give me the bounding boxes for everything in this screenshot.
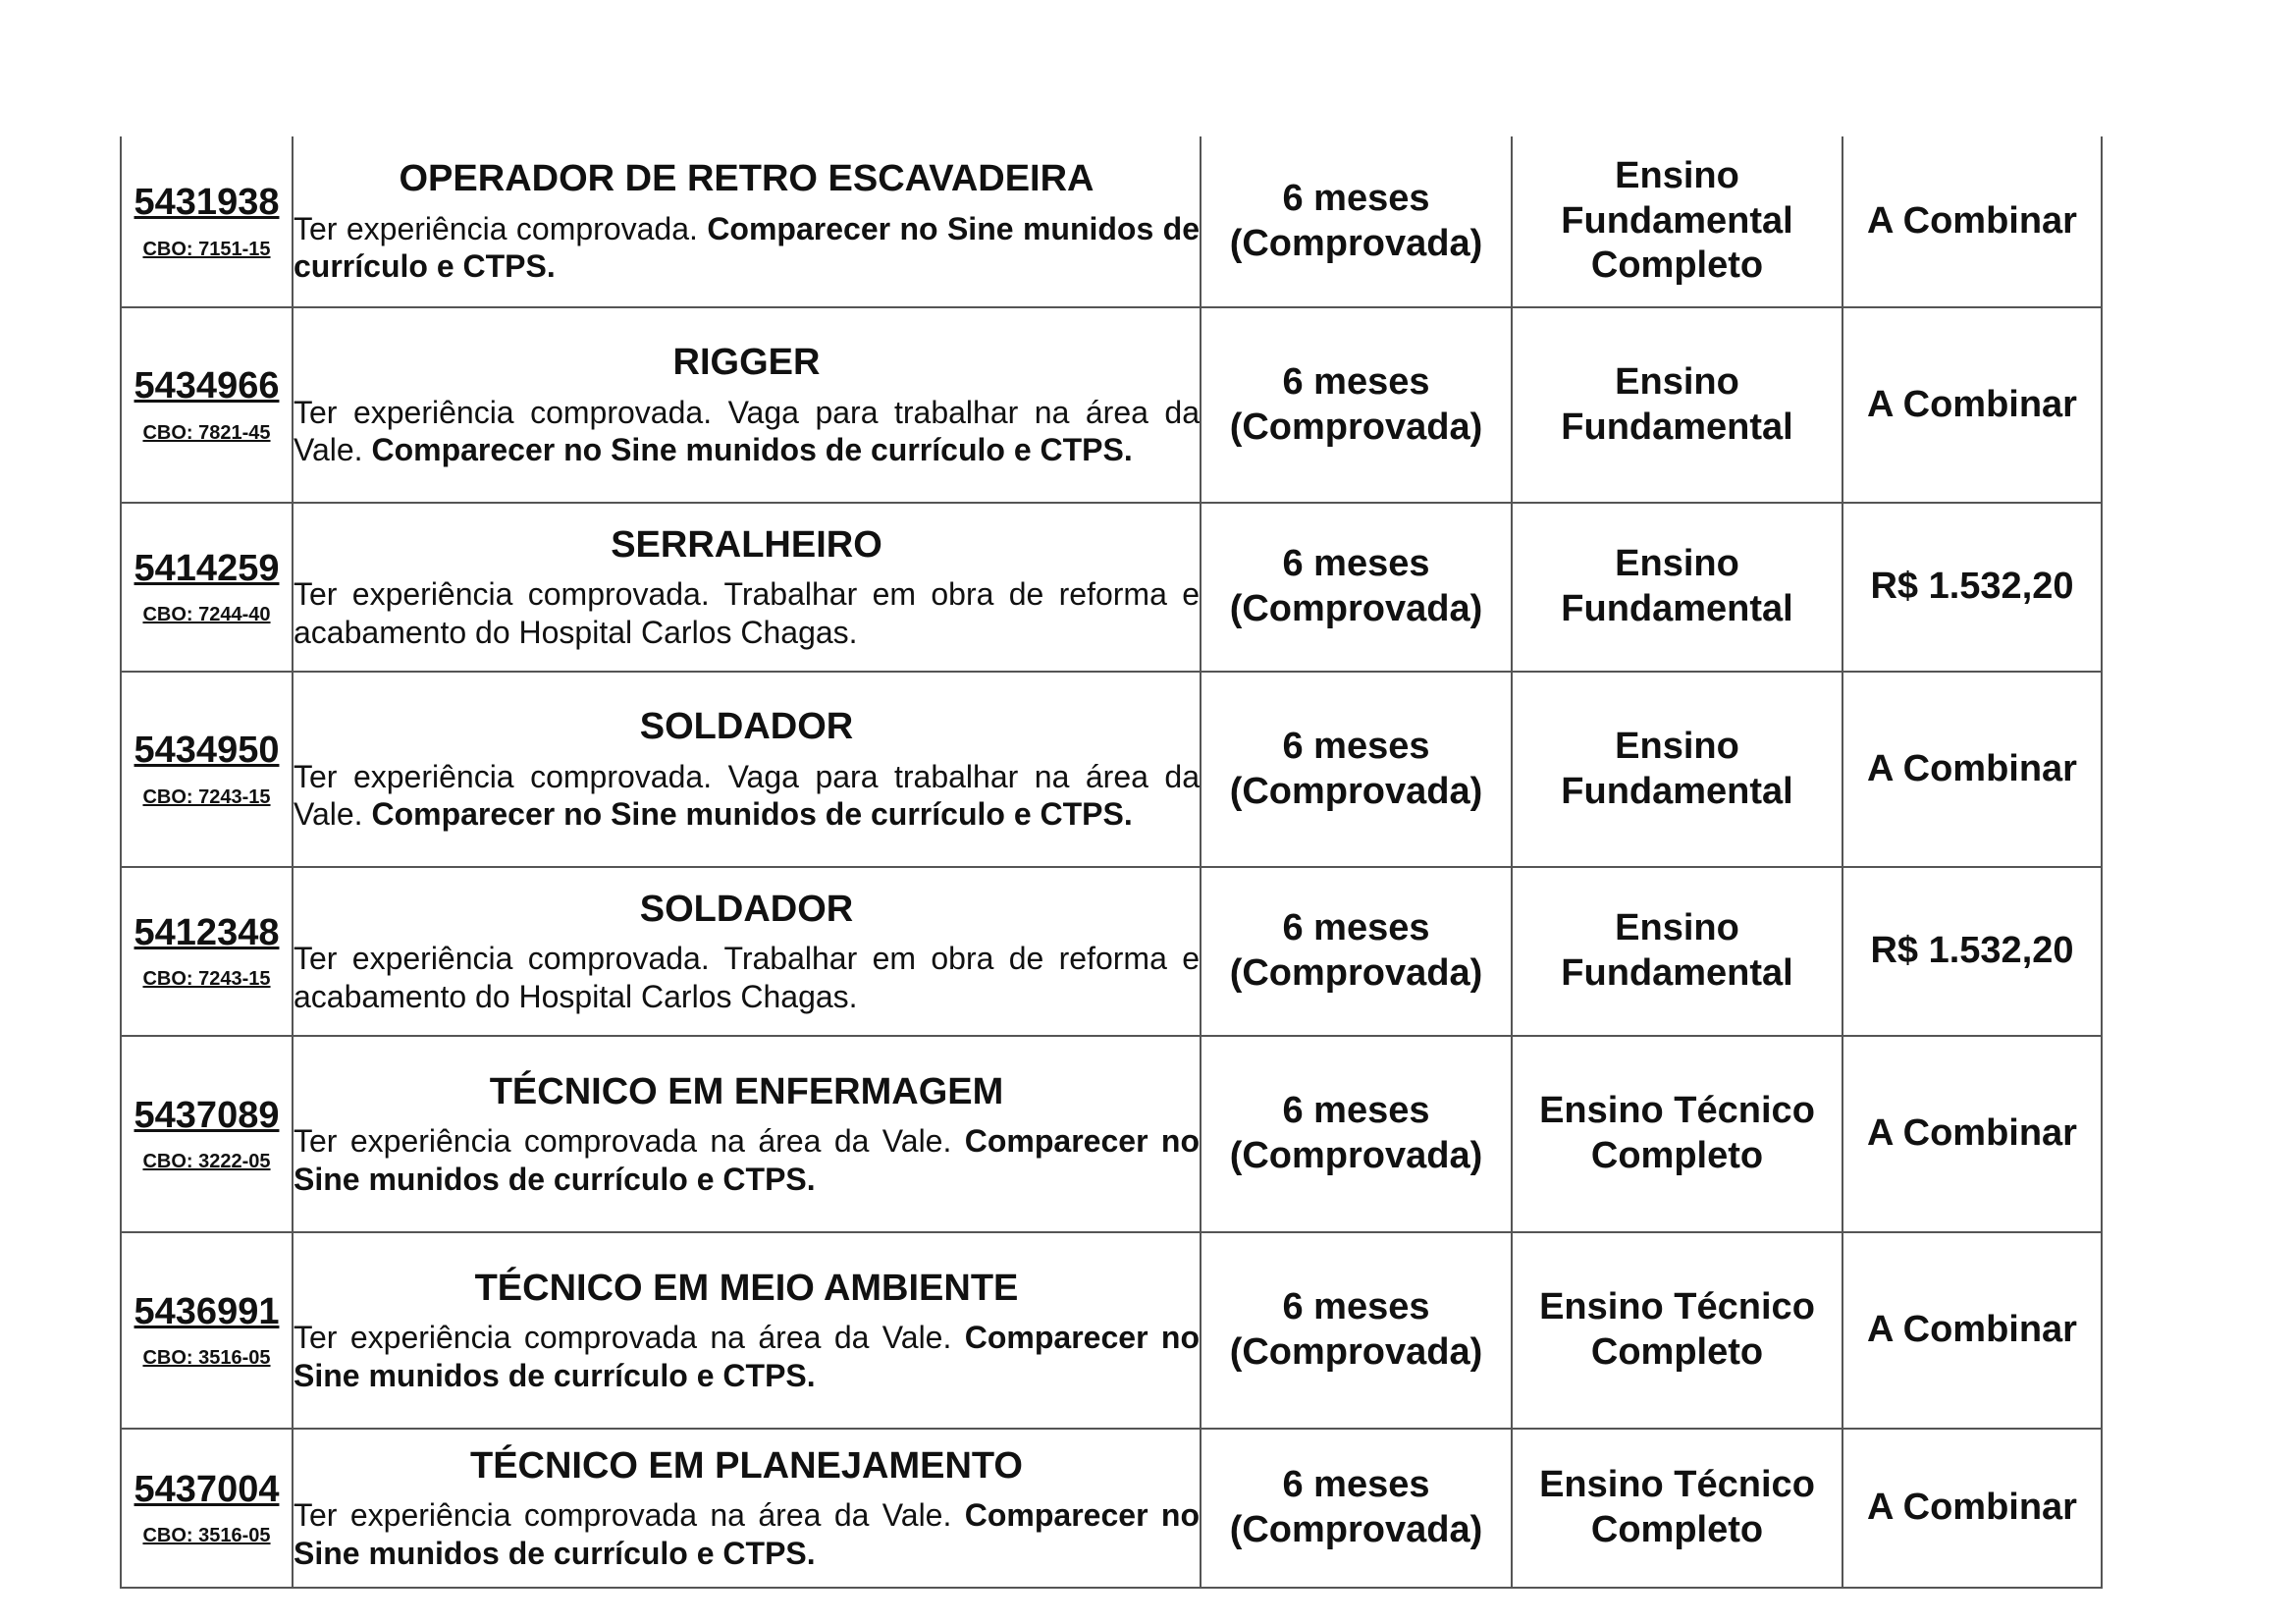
cbo-code: CBO: 7243-15 <box>142 968 271 991</box>
experience-text: (Comprovada) <box>1229 222 1483 264</box>
job-description-text: Ter experiência comprovada. <box>294 210 708 246</box>
job-code-cell <box>121 503 293 672</box>
education-text: Ensino <box>1615 155 1739 197</box>
job-code-link[interactable]: 5414259 <box>133 547 280 589</box>
job-code-cell <box>121 867 293 1036</box>
education-text: Fundamental <box>1561 588 1793 629</box>
job-description-text: Ter experiência comprovada. Vaga para trabalhar na área da Vale. <box>294 394 1200 468</box>
experience-text: (Comprovada) <box>1229 588 1483 629</box>
salary-text: A Combinar <box>1867 199 2077 242</box>
education-text: Fundamental <box>1561 770 1793 812</box>
education-text: Completo <box>1590 1509 1764 1550</box>
experience-text: 6 meses <box>1282 1464 1430 1506</box>
job-description-cell <box>293 136 1201 307</box>
job-description-cell <box>293 672 1201 867</box>
education-text: Ensino <box>1615 543 1739 585</box>
job-code-link[interactable]: 5437004 <box>133 1468 280 1510</box>
job-description-cell <box>293 503 1201 672</box>
job-description <box>294 1496 1200 1572</box>
salary-text: A Combinar <box>1867 1309 2077 1351</box>
salary-text: A Combinar <box>1867 1112 2077 1155</box>
education-cell <box>1512 307 1842 503</box>
job-description-text: Ter experiência comprovada. Trabalhar em obra de reforma e acabamento do Hospital Carlos Chagas. <box>294 576 1200 650</box>
job-description <box>294 940 1200 1015</box>
job-description <box>294 394 1200 469</box>
job-description-text: Ter experiência comprovada na área da Vale. <box>294 1497 965 1534</box>
salary-cell <box>1842 1036 2102 1232</box>
job-description <box>294 758 1200 834</box>
salary-text: R$ 1.532,20 <box>1870 930 2074 972</box>
education-cell <box>1512 672 1842 867</box>
education-cell <box>1512 1036 1842 1232</box>
experience-cell <box>1201 503 1512 672</box>
job-row <box>121 672 2102 867</box>
salary-cell <box>1842 307 2102 503</box>
education-text: Ensino Técnico <box>1539 1286 1815 1328</box>
cbo-code: CBO: 3222-05 <box>142 1151 271 1173</box>
education-cell <box>1512 136 1842 307</box>
job-code-cell <box>121 1036 293 1232</box>
experience-text: 6 meses <box>1282 1286 1430 1328</box>
job-code-link[interactable]: 5434966 <box>133 365 280 407</box>
job-title: SOLDADOR <box>639 706 854 748</box>
cbo-code: CBO: 7243-15 <box>142 785 271 808</box>
salary-text: A Combinar <box>1867 383 2077 425</box>
education-text: Fundamental <box>1561 199 1793 242</box>
salary-text: R$ 1.532,20 <box>1870 566 2074 608</box>
experience-cell <box>1201 1036 1512 1232</box>
cbo-code: CBO: 7244-40 <box>142 604 271 626</box>
cbo-code: CBO: 3516-05 <box>142 1347 271 1370</box>
education-cell <box>1512 1232 1842 1429</box>
cbo-code: CBO: 3516-05 <box>142 1525 271 1547</box>
salary-cell <box>1842 867 2102 1036</box>
experience-cell <box>1201 1232 1512 1429</box>
job-listings-table <box>120 136 2103 1589</box>
job-code-cell <box>121 672 293 867</box>
education-text: Completo <box>1590 244 1764 287</box>
cbo-code: CBO: 7821-45 <box>142 421 271 444</box>
experience-cell <box>1201 1429 1512 1588</box>
job-code-link[interactable]: 5434950 <box>133 730 280 772</box>
experience-text: (Comprovada) <box>1229 406 1483 448</box>
job-title: SERRALHEIRO <box>611 523 882 566</box>
job-code-link[interactable]: 5437089 <box>133 1094 280 1136</box>
salary-cell <box>1842 1232 2102 1429</box>
education-text: Ensino Técnico <box>1539 1464 1815 1506</box>
job-code-link[interactable]: 5412348 <box>133 911 280 953</box>
job-code-cell <box>121 307 293 503</box>
job-title: RIGGER <box>672 342 821 384</box>
experience-text: 6 meses <box>1282 360 1430 403</box>
education-cell <box>1512 1429 1842 1588</box>
education-text: Ensino <box>1615 360 1739 403</box>
job-description <box>294 1319 1200 1394</box>
education-text: Completo <box>1590 1331 1764 1373</box>
salary-cell <box>1842 672 2102 867</box>
salary-text: A Combinar <box>1867 1487 2077 1529</box>
job-code-link[interactable]: 5436991 <box>133 1290 280 1332</box>
experience-cell <box>1201 672 1512 867</box>
job-description <box>294 1122 1200 1198</box>
job-description-text: Ter experiência comprovada na área da Vale. <box>294 1320 965 1356</box>
salary-cell <box>1842 136 2102 307</box>
job-row <box>121 1429 2102 1588</box>
job-title: OPERADOR DE RETRO ESCAVADEIRA <box>399 158 1095 200</box>
experience-text: 6 meses <box>1282 907 1430 949</box>
job-row <box>121 503 2102 672</box>
job-description-text: Ter experiência comprovada. Trabalhar em obra de reforma e acabamento do Hospital Carlos Chagas. <box>294 941 1200 1014</box>
experience-cell <box>1201 136 1512 307</box>
cbo-code: CBO: 7151-15 <box>142 238 271 260</box>
job-description-instruction: Comparecer no Sine munidos de currículo e CTPS. <box>294 1123 1201 1197</box>
job-row <box>121 867 2102 1036</box>
education-text: Ensino <box>1615 725 1739 767</box>
job-description-instruction: Comparecer no Sine munidos de currículo e CTPS. <box>371 432 1133 468</box>
education-cell <box>1512 503 1842 672</box>
salary-cell <box>1842 503 2102 672</box>
experience-cell <box>1201 307 1512 503</box>
job-row <box>121 307 2102 503</box>
job-description-cell <box>293 867 1201 1036</box>
education-text: Ensino Técnico <box>1539 1090 1815 1132</box>
job-row <box>121 1232 2102 1429</box>
experience-text: 6 meses <box>1282 1090 1430 1132</box>
education-text: Fundamental <box>1561 406 1793 448</box>
job-description-text: Ter experiência comprovada. Vaga para trabalhar na área da Vale. <box>294 758 1200 833</box>
education-cell <box>1512 867 1842 1036</box>
job-description-cell <box>293 1429 1201 1588</box>
experience-text: (Comprovada) <box>1229 1331 1483 1373</box>
job-description-instruction: Comparecer no Sine munidos de currículo e CTPS. <box>294 210 1201 285</box>
experience-text: 6 meses <box>1282 177 1430 219</box>
job-code-link[interactable]: 5431938 <box>133 182 280 224</box>
job-description-cell <box>293 307 1201 503</box>
job-description <box>294 575 1200 651</box>
job-row <box>121 136 2102 307</box>
experience-text: (Comprovada) <box>1229 952 1483 994</box>
salary-cell <box>1842 1429 2102 1588</box>
job-title: TÉCNICO EM MEIO AMBIENTE <box>474 1267 1019 1309</box>
job-description-instruction: Comparecer no Sine munidos de currículo e CTPS. <box>294 1497 1201 1571</box>
experience-text: (Comprovada) <box>1229 1135 1483 1176</box>
job-description-cell <box>293 1036 1201 1232</box>
job-title: TÉCNICO EM ENFERMAGEM <box>489 1070 1004 1112</box>
salary-text: A Combinar <box>1867 747 2077 789</box>
job-code-cell <box>121 1429 293 1588</box>
job-description-instruction: Comparecer no Sine munidos de currículo e CTPS. <box>294 1320 1201 1393</box>
experience-text: 6 meses <box>1282 725 1430 767</box>
job-description <box>294 210 1200 286</box>
job-description-cell <box>293 1232 1201 1429</box>
job-code-cell <box>121 136 293 307</box>
experience-cell <box>1201 867 1512 1036</box>
job-description-instruction: Comparecer no Sine munidos de currículo e CTPS. <box>371 796 1133 833</box>
experience-text: (Comprovada) <box>1229 770 1483 812</box>
education-text: Completo <box>1590 1135 1764 1176</box>
experience-text: (Comprovada) <box>1229 1509 1483 1550</box>
job-description-text: Ter experiência comprovada na área da Vale. <box>294 1123 965 1160</box>
experience-text: 6 meses <box>1282 543 1430 585</box>
job-listings-body <box>121 136 2102 1588</box>
education-text: Fundamental <box>1561 952 1793 994</box>
job-title: TÉCNICO EM PLANEJAMENTO <box>469 1444 1023 1487</box>
job-code-cell <box>121 1232 293 1429</box>
job-title: SOLDADOR <box>639 888 854 930</box>
education-text: Ensino <box>1615 907 1739 949</box>
job-row <box>121 1036 2102 1232</box>
